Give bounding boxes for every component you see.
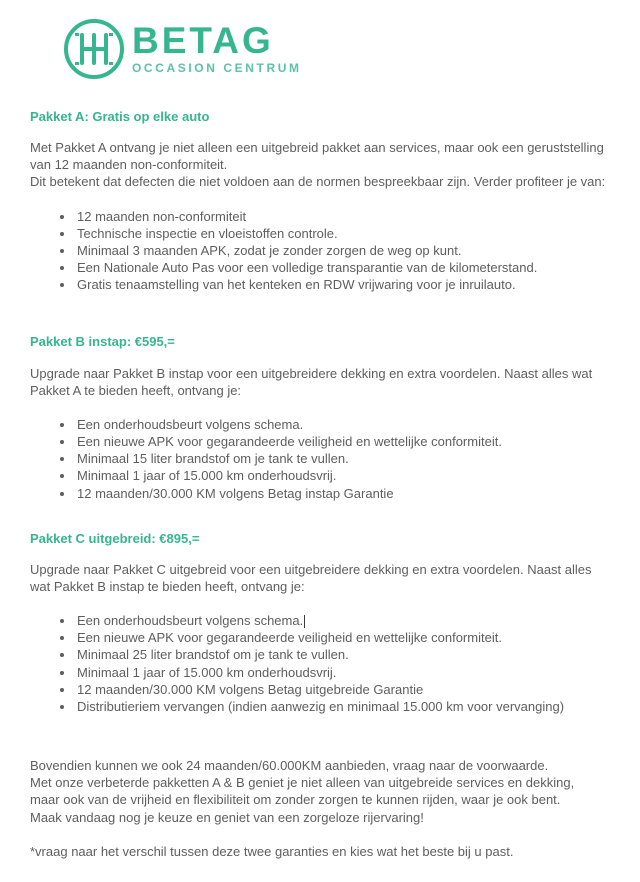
- paragraph: Upgrade naar Pakket B instap voor een uitgebreidere dekking en extra voordelen. Naast alles wat Pakket A te bieden heeft, ontvang je:: [30, 365, 593, 398]
- section-heading: Pakket B instap: €595,=: [30, 334, 175, 350]
- bullet-item: • Minimaal 25 liter brandstof om je tank te vullen.: [75, 646, 606, 663]
- footnote: *vraag naar het verschil tussen deze twee garanties en kies wat het beste bij u past.: [30, 843, 514, 859]
- section-pakket-a: [30, 108, 606, 293]
- bullet-item: • Minimaal 15 liter brandstof om je tank te vullen.: [75, 450, 606, 467]
- brand-subtitle: OCCASION CENTRUM: [132, 60, 302, 75]
- paragraph: Dit betekent dat defecten die niet voldoen aan de normen bespreekbaar zijn. Verder profiteer je van:: [30, 174, 606, 190]
- bullet-text: Een onderhoudsbeurt volgens schema.: [77, 613, 304, 629]
- bullet-item: • 12 maanden non-conformiteit: [75, 208, 606, 225]
- bullet-item: [75, 612, 606, 629]
- bullet-item: • 12 maanden/30.000 KM volgens Betag uitgebreide Garantie: [75, 681, 606, 698]
- text-cursor: [304, 615, 305, 628]
- bullet-item: • Minimaal 1 jaar of 15.000 km onderhoudsvrij.: [75, 664, 606, 681]
- logo-text: [132, 19, 302, 77]
- bullet-item: • Technische inspectie en vloeistoffen controle.: [75, 225, 606, 242]
- bullet-list: [30, 612, 606, 715]
- betag-logo: [0, 0, 640, 86]
- bullet-item: • Een nieuwe APK voor gegarandeerde veiligheid en wettelijke conformiteit.: [75, 433, 606, 450]
- bullet-item: • Minimaal 1 jaar of 15.000 km onderhoudsvrij.: [75, 467, 606, 484]
- bullet-item: • Minimaal 3 maanden APK, zodat je zonder zorgen de weg op kunt.: [75, 242, 606, 259]
- section-pakket-b: [30, 333, 606, 501]
- section-heading: Pakket C uitgebreid: €895,=: [30, 530, 200, 546]
- bullet-item: • Distributieriem vervangen (indien aanwezig en minimaal 15.000 km voor vervanging): [75, 698, 606, 715]
- closing-paragraphs: [30, 757, 606, 860]
- gear-shift-icon: [62, 17, 126, 81]
- section-pakket-c: [30, 530, 606, 715]
- bullet-item: • Een nieuwe APK voor gegarandeerde veiligheid en wettelijke conformiteit.: [75, 629, 606, 646]
- bullet-item: • Een Nationale Auto Pas voor een volledige transparantie van de kilometerstand.: [75, 259, 606, 276]
- bullet-item: • 12 maanden/30.000 KM volgens Betag instap Garantie: [75, 485, 606, 502]
- bullet-item: • Een onderhoudsbeurt volgens schema.: [75, 416, 606, 433]
- paragraph: Met Pakket A ontvang je niet alleen een uitgebreid pakket aan services, maar ook een geruststelling van 12 maanden non-conformiteit.: [30, 140, 604, 173]
- closing-line: Met onze verbeterde pakketten A & B geniet je niet alleen van uitgebreide services en dekking, maar ook van de vrijheid en flexibiliteit om zonder zorgen te kunnen rijden, waar je ook bent.: [30, 775, 575, 808]
- bullet-item: • Gratis tenaamstelling van het kenteken en RDW vrijwaring voor je inruilauto.: [75, 276, 606, 293]
- bullet-list: [30, 416, 606, 502]
- bullet-list: [30, 208, 606, 294]
- paragraph: Upgrade naar Pakket C uitgebreid voor een uitgebreidere dekking en extra voordelen. Naast alles wat Pakket B instap te bieden heeft, ontvang je:: [30, 561, 592, 594]
- closing-line: Maak vandaag nog je keuze en geniet van een zorgeloze rijervaring!: [30, 809, 424, 825]
- brand-name: BETAG: [132, 19, 274, 61]
- closing-line: Bovendien kunnen we ook 24 maanden/60.000KM aanbieden, vraag naar de voorwaarde.: [30, 758, 549, 774]
- section-heading: Pakket A: Gratis op elke auto: [30, 109, 210, 124]
- document-content: [0, 108, 640, 860]
